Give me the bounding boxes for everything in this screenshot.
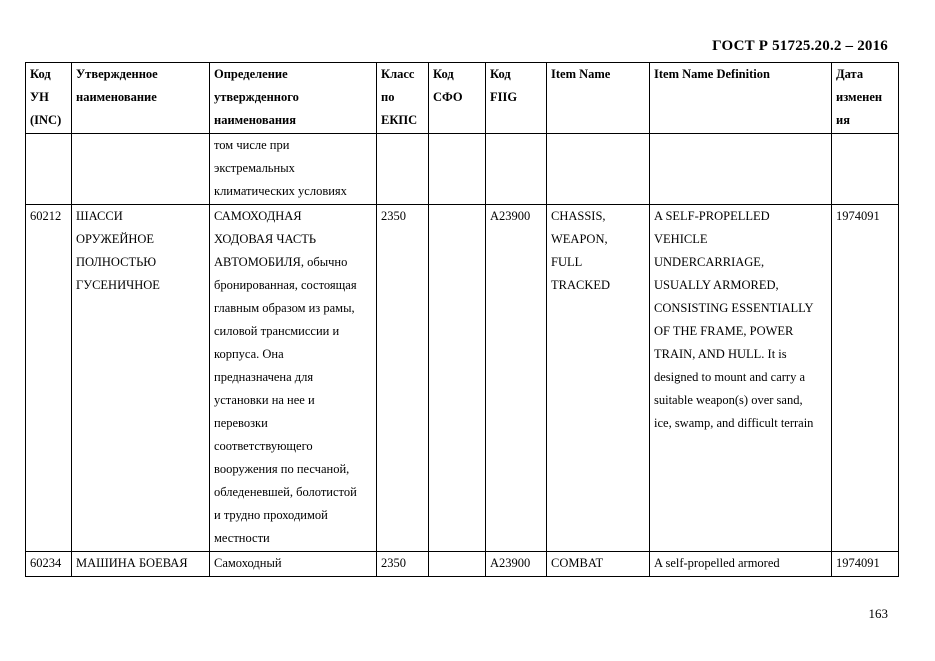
table-cell: [210, 205, 377, 552]
cell-line: CONSISTING ESSENTIALLY: [654, 301, 814, 315]
cell-line: наименования: [214, 113, 297, 127]
table-cell: [377, 552, 429, 577]
cell-line: 1974091: [836, 209, 880, 223]
table-cell: [832, 205, 899, 552]
cell-line: 60234: [30, 556, 62, 570]
cell-line: Дата: [836, 67, 864, 81]
table-cell: [26, 134, 72, 205]
cell-line: перевозки: [214, 416, 268, 430]
cell-line: USUALLY ARMORED,: [654, 278, 779, 292]
table-cell: [650, 552, 832, 577]
table-cell: [547, 205, 650, 552]
cell-line: экстремальных: [214, 161, 295, 175]
cell-line: FIIG: [490, 90, 518, 104]
table-cell: [72, 552, 210, 577]
cell-line: Код: [433, 67, 454, 81]
cell-line: Item Name: [551, 67, 611, 81]
cell-line: ХОДОВАЯ ЧАСТЬ: [214, 232, 317, 246]
table-cell: [429, 205, 486, 552]
cell-line: CHASSIS,: [551, 209, 606, 223]
table-cell: [832, 134, 899, 205]
table-row: [26, 552, 899, 577]
cell-line: Класс: [381, 67, 415, 81]
table-cell: [26, 552, 72, 577]
cell-line: ШАССИ: [76, 209, 123, 223]
cell-line: (INC): [30, 113, 62, 127]
header-cell: [72, 63, 210, 134]
cell-line: климатических условиях: [214, 184, 347, 198]
cell-line: Код: [490, 67, 511, 81]
cell-line: изменен: [836, 90, 883, 104]
cell-line: ия: [836, 113, 850, 127]
table-cell: [832, 552, 899, 577]
cell-line: 1974091: [836, 556, 880, 570]
table-cell: [72, 134, 210, 205]
header-cell: [210, 63, 377, 134]
cell-line: OF THE FRAME, POWER: [654, 324, 794, 338]
header-cell: [377, 63, 429, 134]
cell-line: по: [381, 90, 395, 104]
cell-line: 2350: [381, 556, 406, 570]
cell-line: UNDERCARRIAGE,: [654, 255, 765, 269]
cell-line: ГУСЕНИЧНОЕ: [76, 278, 160, 292]
table-body: [26, 134, 899, 577]
cell-line: Определение: [214, 67, 288, 81]
table-cell: [429, 552, 486, 577]
cell-line: обледеневшей, болотистой: [214, 485, 357, 499]
cell-line: ПОЛНОСТЬЮ: [76, 255, 157, 269]
cell-line: АВТОМОБИЛЯ, обычно: [214, 255, 348, 269]
cell-line: утвержденного: [214, 90, 299, 104]
cell-line: корпуса. Она: [214, 347, 284, 361]
table-cell: [377, 134, 429, 205]
cell-line: бронированная, состоящая: [214, 278, 357, 292]
header-cell: [650, 63, 832, 134]
cell-line: VEHICLE: [654, 232, 708, 246]
table-cell: [72, 205, 210, 552]
cell-line: силовой трансмиссии и: [214, 324, 340, 338]
cell-line: Утвержденное: [76, 67, 158, 81]
cell-line: Самоходный: [214, 556, 282, 570]
table-cell: [429, 134, 486, 205]
table-cell: [486, 552, 547, 577]
cell-line: FULL: [551, 255, 583, 269]
cell-line: вооружения по песчаной,: [214, 462, 350, 476]
cell-line: TRAIN, AND HULL. It is: [654, 347, 787, 361]
table-cell: [547, 134, 650, 205]
table-cell: [486, 134, 547, 205]
table-cell: [210, 134, 377, 205]
cell-line: местности: [214, 531, 270, 545]
cell-line: TRACKED: [551, 278, 611, 292]
table-cell: [26, 205, 72, 552]
header-cell: [832, 63, 899, 134]
cell-line: ЕКПС: [381, 113, 418, 127]
header-cell: [547, 63, 650, 134]
cell-line: COMBAT: [551, 556, 604, 570]
table-row: [26, 205, 899, 552]
table-cell: [650, 205, 832, 552]
header-cell: [429, 63, 486, 134]
cell-line: A self-propelled armored: [654, 556, 780, 570]
cell-line: A SELF-PROPELLED: [654, 209, 770, 223]
cell-line: ОРУЖЕЙНОЕ: [76, 232, 155, 246]
cell-line: suitable weapon(s) over sand,: [654, 393, 803, 407]
cell-line: том числе при: [214, 138, 290, 152]
cell-line: ice, swamp, and difficult terrain: [654, 416, 814, 430]
cell-line: A23900: [490, 556, 531, 570]
cell-line: СФО: [433, 90, 463, 104]
cell-line: соответствующего: [214, 439, 313, 453]
cell-line: САМОХОДНАЯ: [214, 209, 302, 223]
cell-line: предназначена для: [214, 370, 314, 384]
table-cell: [486, 205, 547, 552]
table-row: [26, 134, 899, 205]
cell-line: наименование: [76, 90, 157, 104]
document-id: ГОСТ Р 51725.20.2 – 2016: [712, 38, 888, 54]
cell-line: главным образом из рамы,: [214, 301, 355, 315]
cell-line: и трудно проходимой: [214, 508, 328, 522]
cell-line: МАШИНА БОЕВАЯ: [76, 556, 188, 570]
header-cell: [26, 63, 72, 134]
table-cell: [547, 552, 650, 577]
cell-line: УН: [30, 90, 49, 104]
table-header-row: [26, 63, 899, 134]
cell-line: designed to mount and carry a: [654, 370, 805, 384]
catalog-table: [25, 62, 899, 577]
page-number: 163: [868, 606, 888, 621]
cell-line: Код: [30, 67, 51, 81]
cell-line: 60212: [30, 209, 62, 223]
cell-line: A23900: [490, 209, 531, 223]
table-cell: [377, 205, 429, 552]
cell-line: WEAPON,: [551, 232, 608, 246]
table-cell: [650, 134, 832, 205]
cell-line: 2350: [381, 209, 406, 223]
header-cell: [486, 63, 547, 134]
table-cell: [210, 552, 377, 577]
cell-line: установки на нее и: [214, 393, 315, 407]
cell-line: Item Name Definition: [654, 67, 770, 81]
